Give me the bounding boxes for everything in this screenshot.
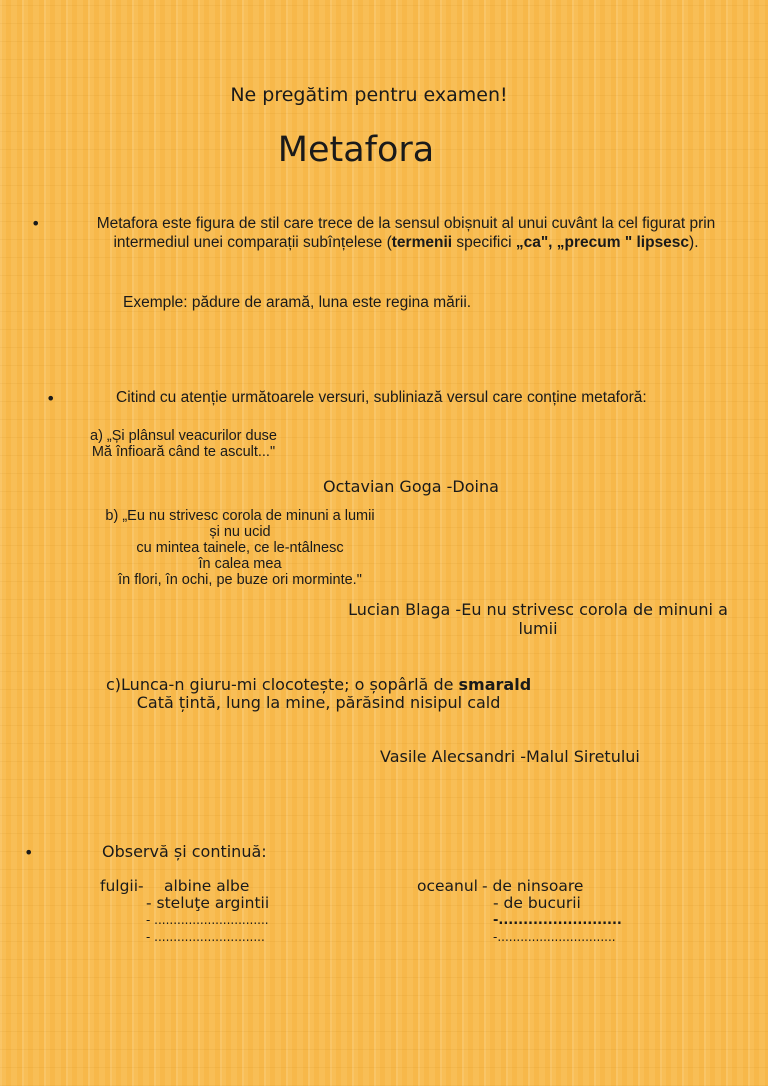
poem-c-line-1 <box>106 676 531 694</box>
poem-c-text: c)Lunca-n giuru-mi clocotește; o șopârlă de <box>106 675 459 694</box>
definition-bold-term: termenii <box>391 234 453 251</box>
poem-b-line-2: și nu ucid <box>209 524 271 540</box>
poem-c-author: Vasile Alecsandri -Malul Siretului <box>380 747 640 766</box>
poem-a-author: Octavian Goga -Doina <box>323 477 499 496</box>
poem-c-bold-word: smarald <box>458 675 532 694</box>
poem-a-line-1: a) „Și plânsul veacurilor duse <box>90 428 277 444</box>
exercise-right-row <box>417 878 622 895</box>
page-subtitle: Ne pregătim pentru examen! <box>230 84 508 106</box>
exercise-left-blank-1[interactable]: - .............................. <box>146 913 269 927</box>
poem-c-line-2: Cată țintă, lung la mine, părăsind nisipul cald <box>136 693 501 712</box>
definition-line-1: Metafora este figura de stil care trece de la sensul obișnuit al unui cuvânt la cel figurat prin <box>96 215 716 232</box>
exercise-right-head: oceanul <box>417 877 478 895</box>
poem-b <box>92 508 388 588</box>
task-1-instruction: Citind cu atenție următoarele versuri, subliniază versul care conține metaforă: <box>116 389 647 406</box>
bullet-3: • <box>24 843 34 862</box>
bullet-1: • <box>31 214 41 233</box>
bullet-2: • <box>46 389 56 408</box>
definition-line-2 <box>66 233 746 252</box>
definition-text: intermediul unei comparații subînțelese ( <box>113 234 392 251</box>
exercise-left <box>100 878 269 946</box>
page-title: Metafora <box>277 130 435 170</box>
examples: Exemple: pădure de aramă, luna este regina mării. <box>123 294 472 311</box>
definition-text: ). <box>689 234 699 251</box>
exercise-left-row <box>100 878 269 895</box>
poem-a-line-2: Mă înfioară când te ascult..." <box>91 444 276 460</box>
exercise-left-line-2: - steluţe argintii <box>146 894 270 912</box>
poem-b-author: Lucian Blaga -Eu nu strivesc corola de minuni a lumii <box>348 600 728 638</box>
definition-bold-markers: „ca", „precum " lipsesc <box>515 234 690 251</box>
definition-text: specifici <box>452 234 516 251</box>
poem-c <box>106 676 531 712</box>
exercise-right-line-2: - de bucurii <box>493 894 581 912</box>
task-2-instruction: Observă și continuă: <box>102 842 267 861</box>
poem-b-line-1: b) „Eu nu strivesc corola de minuni a lumii <box>105 508 375 524</box>
exercise-right <box>417 878 622 946</box>
poem-a <box>90 428 277 460</box>
exercise-left-head: fulgii- <box>100 877 144 895</box>
poem-b-line-5: în flori, în ochi, pe buze ori morminte." <box>118 572 362 588</box>
definition <box>66 214 746 252</box>
exercise-right-line-1: - de ninsoare <box>482 877 584 895</box>
poem-b-line-3: cu mintea tainele, ce le-ntâlnesc <box>136 540 344 556</box>
exercise-left-line-1: albine albe <box>164 877 250 895</box>
exercise-right-blank-2[interactable]: -............................... <box>493 930 616 944</box>
exercise-right-blank-1[interactable]: -......................... <box>493 913 622 928</box>
exercise-left-blank-2[interactable]: - ............................. <box>146 930 265 944</box>
poem-b-line-4: în calea mea <box>198 556 282 572</box>
